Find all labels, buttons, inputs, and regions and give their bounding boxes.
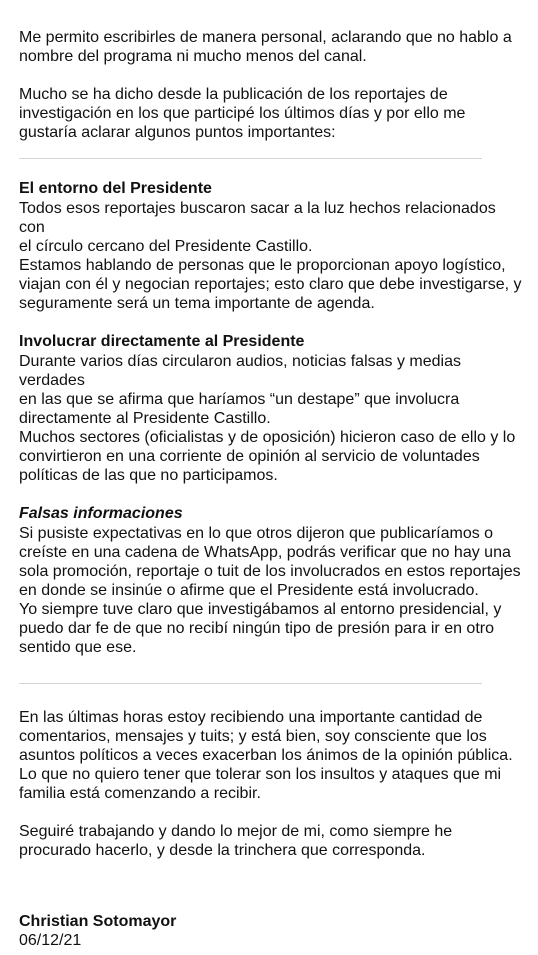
signature-date: 06/12/21 bbox=[19, 932, 82, 949]
section-heading-falsas: Falsas informaciones bbox=[19, 505, 183, 522]
signature-name: Christian Sotomayor bbox=[19, 913, 177, 930]
section-body-entorno: Todos esos reportajes buscaron sacar a la luz hechos relacionados con el círculo cercano del Presidente Castillo. Estamos hablando de personas que le proporcionan apoyo logístico, viajan con él y negocian reportajes; esto claro que debe investigarse, y seguramente será un tema importante de agenda. bbox=[19, 200, 522, 312]
section-body-involucrar: Durante varios días circularon audios, noticias falsas y medias verdades en las que se afirma que haríamos “un destape” que involucra directamente al Presidente Castillo. Muchos sectores (oficialistas y de oposición) hicieron caso de ello y lo convirtieron en una corriente de opinión al servicio de voluntades políticas de las que no participamos. bbox=[19, 353, 516, 484]
section-body-falsas: Si pusiste expectativas en lo que otros dijeron que publicaríamos o creíste en una cadena de WhatsApp, podrás verificar que no hay una sola promoción, reportaje o tuit de los involucrados en estos reportajes en donde se insinúe o afirme que el Presidente está involucrado. Yo siempre tuve claro que investigábamos al entorno presidencial, y puedo dar fe de que no recibí ningún tipo de presión para ir en otro sentido que ese. bbox=[19, 525, 521, 656]
divider-bottom bbox=[19, 683, 482, 684]
statement-document bbox=[19, 28, 524, 950]
closing-paragraph-1: En las últimas horas estoy recibiendo una importante cantidad de comentarios, mensajes y tuits; y está bien, soy consciente que los asuntos políticos a veces exacerban los ánimos de la opinión pública. Lo que no quiero tener que tolerar son los insultos y ataques que mi familia está comenzando a recibir. bbox=[19, 709, 513, 802]
section-heading-involucrar: Involucrar directamente al Presidente bbox=[19, 333, 305, 350]
section-heading-entorno: El entorno del Presidente bbox=[19, 180, 212, 197]
intro-paragraph-1: Me permito escribirles de manera personal, aclarando que no hablo a nombre del programa ni mucho menos del canal. bbox=[19, 29, 512, 65]
divider-top bbox=[19, 158, 482, 159]
intro-paragraph-2: Mucho se ha dicho desde la publicación de los reportajes de investigación en los que participé los últimos días y por ello me gustaría aclarar algunos puntos importantes: bbox=[19, 86, 466, 141]
closing-paragraph-2: Seguiré trabajando y dando lo mejor de mi, como siempre he procurado hacerlo, y desde la trinchera que corresponda. bbox=[19, 823, 453, 859]
